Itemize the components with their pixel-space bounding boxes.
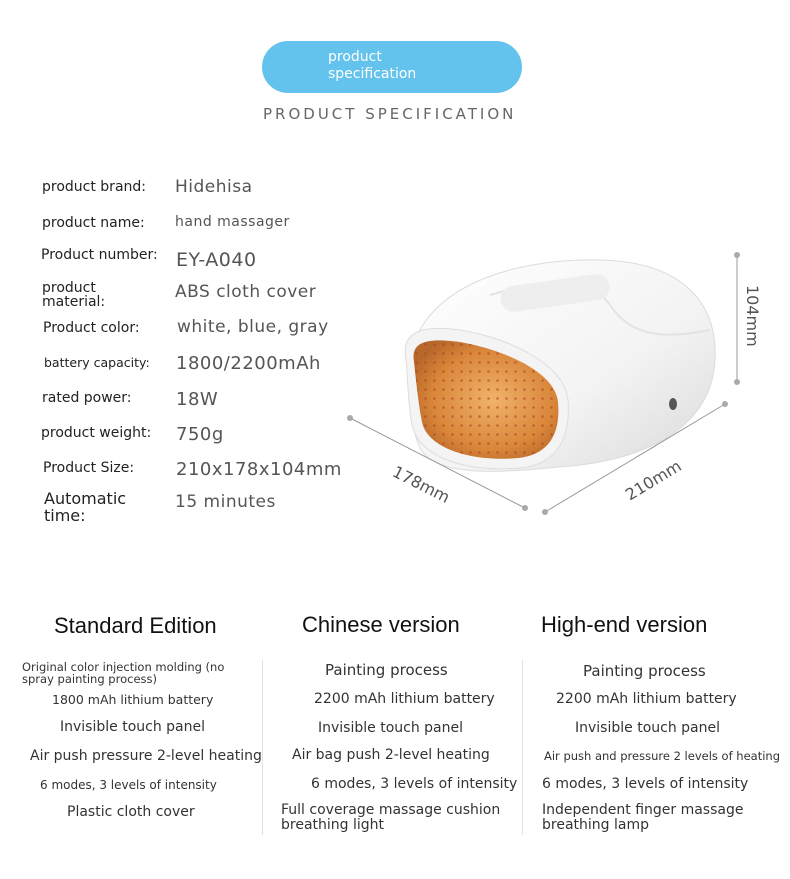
standard-feature-6: Plastic cloth cover <box>67 804 195 820</box>
chinese-feature-2: 2200 mAh lithium battery <box>314 691 495 707</box>
dimension-depth-label: 178mm <box>389 462 453 507</box>
spec-header-pill <box>262 41 522 93</box>
edition-title-chinese: Chinese version <box>302 612 460 637</box>
chinese-feature-4: Air bag push 2-level heating <box>292 747 490 763</box>
chinese-feature-1: Painting process <box>325 661 448 679</box>
spec-value-brand: Hidehisa <box>175 177 253 197</box>
standard-feature-2: 1800 mAh lithium battery <box>52 692 214 707</box>
spec-label-power: rated power: <box>42 390 132 406</box>
standard-feature-1: Original color injection molding (no spray painting process) <box>22 660 225 686</box>
pill-line-1: product <box>328 49 382 65</box>
spec-label-size: Product Size: <box>43 460 135 476</box>
spec-value-power: 18W <box>176 389 219 410</box>
spec-label-material: product material: <box>42 280 106 310</box>
high-end-feature-3: Invisible touch panel <box>575 720 720 736</box>
column-divider <box>522 660 523 835</box>
spec-value-weight: 750g <box>176 424 224 445</box>
dimension-width-label: 210mm <box>622 456 685 505</box>
spec-value-number: EY-A040 <box>176 249 257 271</box>
spec-value-size: 210x178x104mm <box>176 459 342 480</box>
spec-value-material: ABS cloth cover <box>175 282 317 302</box>
spec-value-name: hand massager <box>175 214 290 230</box>
standard-feature-3: Invisible touch panel <box>60 719 205 735</box>
spec-label-weight: product weight: <box>41 425 152 441</box>
high-end-feature-5: 6 modes, 3 levels of intensity <box>542 776 749 792</box>
spec-value-color: white, blue, gray <box>177 317 329 337</box>
standard-feature-4: Air push pressure 2-level heating <box>30 748 262 764</box>
column-divider <box>262 660 263 835</box>
high-end-feature-6: Independent finger massage breathing lamp <box>542 802 744 833</box>
edition-title-high-end: High-end version <box>541 612 708 637</box>
high-end-feature-2: 2200 mAh lithium battery <box>556 691 737 707</box>
spec-value-battery: 1800/2200mAh <box>176 353 321 374</box>
pill-line-2: specification <box>328 66 417 82</box>
spec-label-color: Product color: <box>43 320 140 336</box>
chinese-feature-3: Invisible touch panel <box>318 720 463 736</box>
edition-title-standard: Standard Edition <box>54 613 217 638</box>
chinese-feature-5: 6 modes, 3 levels of intensity <box>311 776 518 792</box>
spec-label-brand: product brand: <box>42 179 146 195</box>
standard-feature-5: 6 modes, 3 levels of intensity <box>40 778 217 792</box>
dimension-height-label: 104mm <box>743 285 762 347</box>
high-end-feature-4: Air push and pressure 2 levels of heating <box>544 749 780 763</box>
spec-label-battery: battery capacity: <box>44 355 150 370</box>
spec-label-auto-time: Automatic time: <box>44 489 127 525</box>
chinese-feature-6: Full coverage massage cushion breathing light <box>281 802 501 833</box>
spec-label-number: Product number: <box>41 247 158 263</box>
spec-label-name: product name: <box>42 215 145 231</box>
high-end-feature-1: Painting process <box>583 662 706 680</box>
spec-value-auto-time: 15 minutes <box>175 492 276 512</box>
